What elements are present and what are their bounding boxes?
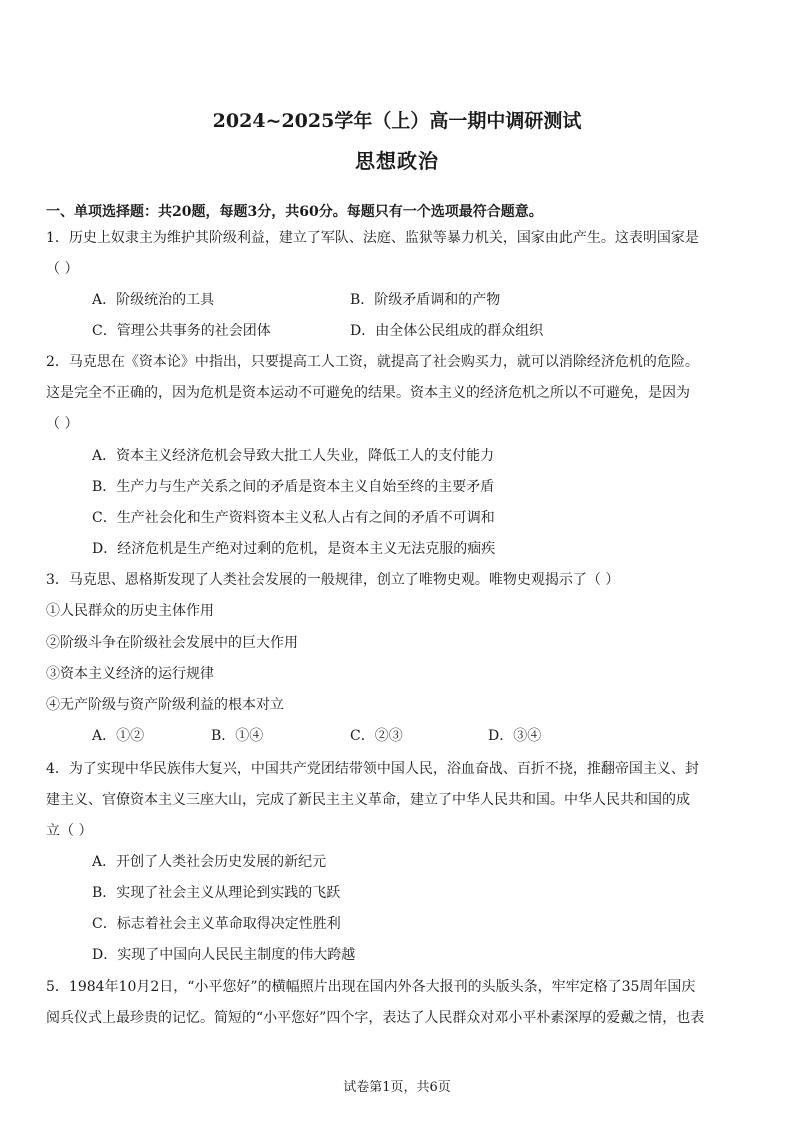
question-5-line-2: 阅兵仪式上最珍贵的记忆。简短的“小平您好”四个字，表达了人民群众对邓小平朴素深厚的爱戴之情，也表 [46,1010,705,1026]
question-1-option-c: C．管理公共事务的社会团体 [92,323,271,339]
question-3-item-1: ①人民群众的历史主体作用 [46,603,214,619]
question-4-option-d: D．实现了中国向人民民主制度的伟大跨越 [92,947,356,963]
question-4-option-a: A．开创了人类社会历史发展的新纪元 [92,854,327,870]
question-1-option-d: D．由全体公民组成的群众组织 [350,323,544,339]
question-1-option-b: B．阶级矛盾调和的产物 [350,292,501,308]
question-4-line-1: 4．为了实现中华民族伟大复兴，中国共产党团结带领中国人民，浴血奋战、百折不挠，推翻帝国主义、封 [46,761,699,777]
question-1-line-1: 1．历史上奴隶主为维护其阶级利益，建立了军队、法庭、监狱等暴力机关，国家由此产生。这表明国家是 [46,230,699,246]
question-3-item-4: ④无产阶级与资产阶级利益的根本对立 [46,697,284,713]
question-3-option-c: C．②③ [350,728,403,744]
question-2-option-d: D．经济危机是生产绝对过剩的危机，是资本主义无法克服的痼疾 [92,541,496,557]
question-3-option-d: D．③④ [488,728,542,744]
question-2-line-1: 2．马克思在《资本论》中指出，只要提高工人工资，就提高了社会购买力，就可以消除经济危机的危险。 [46,354,699,370]
exam-title: 2024~2025学年（上）高一期中调研测试 [212,110,582,132]
question-3-line-1: 3．马克思、恩格斯发现了人类社会发展的一般规律，创立了唯物史观。唯物史观揭示了（ ） [46,572,620,588]
question-1-option-a: A．阶级统治的工具 [92,292,215,308]
question-2-option-b: B．生产力与生产关系之间的矛盾是资本主义自始至终的主要矛盾 [92,479,495,495]
question-3-item-2: ②阶级斗争在阶级社会发展中的巨大作用 [46,635,298,651]
question-3-option-a: A．①② [92,728,145,744]
question-4-option-c: C．标志着社会主义革命取得决定性胜利 [92,916,341,932]
section-heading: 一、单项选择题：共20题，每题3分，共60分。每题只有一个选项最符合题意。 [46,204,543,220]
question-3-option-b: B．①④ [211,728,264,744]
page-footer: 试卷第1页，共6页 [343,1080,451,1095]
question-4-line-2: 建主义、官僚资本主义三座大山，完成了新民主主义革命，建立了中华人民共和国。中华人民共和国的成 [46,792,690,808]
question-4-line-3: 立（ ） [46,823,93,839]
question-2-option-a: A．资本主义经济危机会导致大批工人失业，降低工人的支付能力 [92,448,495,464]
question-2-option-c: C．生产社会化和生产资料资本主义私人占有之间的矛盾不可调和 [92,510,495,526]
question-2-line-2: 这是完全不正确的，因为危机是资本运动不可避免的结果。资本主义的经济危机之所以不可避免，是因为 [46,385,690,401]
question-3-item-3: ③资本主义经济的运行规律 [46,666,214,682]
question-2-line-3: （ ） [46,416,79,432]
subject-title: 思想政治 [355,149,439,173]
question-1-line-2: （ ） [46,261,79,277]
question-5-line-1: 5．1984年10月2日，“小平您好”的横幅照片出现在国内外各大报刊的头版头条，牢牢定格了35周年国庆 [46,979,696,995]
question-4-option-b: B．实现了社会主义从理论到实践的飞跃 [92,885,341,901]
